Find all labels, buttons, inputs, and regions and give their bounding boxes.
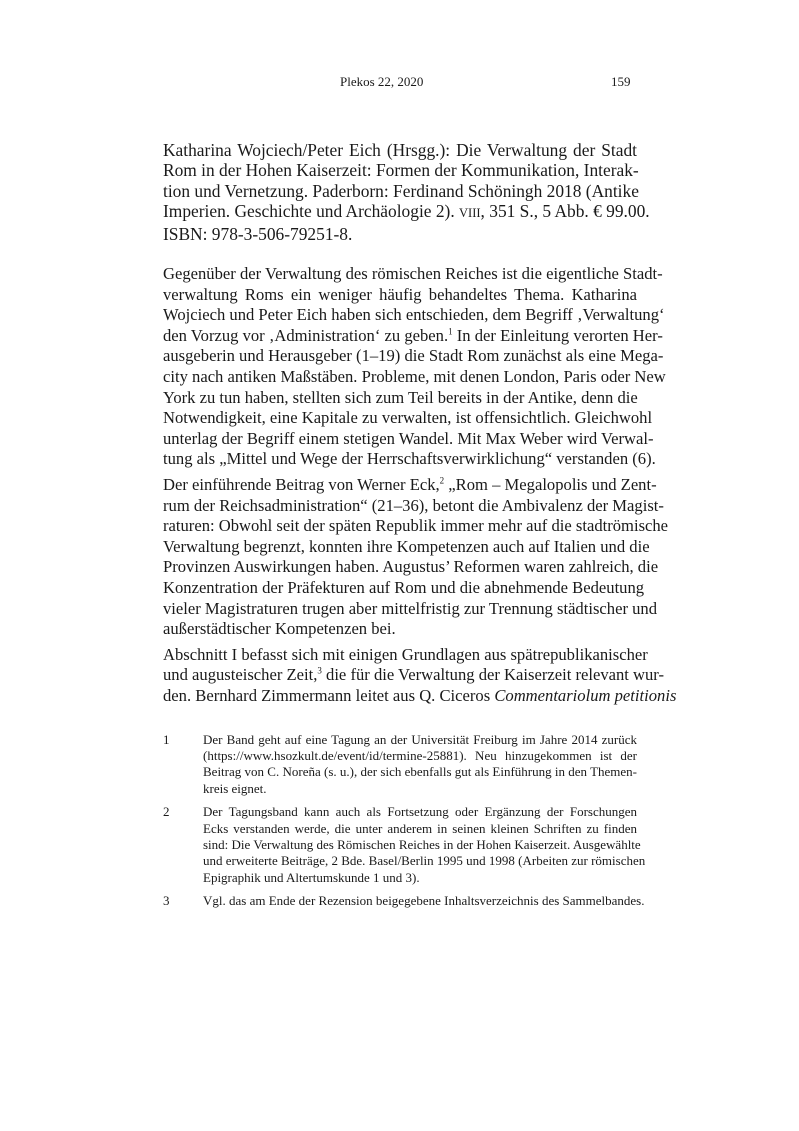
text-segment: Abschnitt I befasst sich mit einigen Grundlagen aus spätrepublikanischer: [163, 644, 648, 664]
text-line: Der Tagungsband kann auch als Fortsetzung oder Ergänzung der Forschungen: [203, 804, 637, 820]
text-segment: unterlag der Begriff einem stetigen Wandel. Mit Max Weber wird Verwal-: [163, 428, 654, 448]
text-line: [163, 619, 637, 640]
text-line: [163, 495, 664, 517]
footnote-text: [203, 732, 637, 798]
text-segment: verwaltung Roms ein weniger häufig behandeltes Thema. Katharina: [163, 284, 637, 304]
text-line: [163, 305, 665, 326]
text-segment: „Rom – Megalopolis und Zent-: [444, 474, 657, 494]
text-segment: Rom in der Hohen Kaiserzeit: Formen der Kommunikation, Interak-: [163, 160, 639, 181]
journal-name: Plekos 22, 2020: [340, 74, 424, 89]
footnote-text: [203, 893, 645, 909]
text-line: [163, 264, 663, 285]
page-content: [163, 140, 677, 917]
text-line: [163, 474, 657, 496]
page-number: 159: [611, 74, 631, 89]
text-line: [163, 516, 669, 537]
text-line: [163, 346, 664, 367]
text-segment: und augusteischer Zeit,: [163, 665, 318, 685]
italic-title: Commentariolum petitionis: [494, 685, 677, 705]
text-line: [163, 644, 648, 666]
text-segment: Provinzen Auswirkungen haben. Augustus’ Reformen waren zahlreich, die: [163, 557, 659, 577]
text-line: (https://www.hsozkult.de/event/id/termine-25881). Neu hinzugekommen ist der: [203, 747, 637, 763]
paragraph: [163, 264, 666, 470]
text-line: [163, 557, 659, 578]
text-line: [163, 224, 637, 244]
text-segment: Verwaltung begrenzt, konnten ihre Kompetenzen auch auf Italien und die: [163, 536, 650, 556]
footnote-ref: 2: [439, 475, 445, 486]
text-segment: raturen: Obwohl seit der späten Republik immer mehr auf die stadtrömische: [163, 516, 669, 536]
text-segment: tung als „Mittel und Wege der Herrschaftsverwirklichung“ verstanden (6).: [163, 449, 656, 469]
text-segment: , 351 S., 5 Abb. € 99.00.: [480, 201, 650, 222]
review-body: [163, 264, 677, 706]
text-segment: York zu tun haben, stellten sich zum Teil bereits in der Antike, denn die: [163, 387, 638, 407]
text-line: [163, 367, 666, 388]
text-segment: vieler Magistraturen trugen aber mittelfristig zur Trennung städtischer und: [163, 598, 658, 618]
text-line: sind: Die Verwaltung des Römischen Reiches in der Hohen Kaiserzeit. Ausgewählte: [203, 836, 641, 852]
text-line: [163, 428, 654, 450]
text-segment: rum der Reichsadministration“ (21–36), betont die Ambivalenz der Magist-: [163, 495, 664, 515]
text-line: [163, 536, 650, 558]
text-line: [163, 665, 665, 686]
text-line: [163, 201, 650, 223]
text-line: Beitrag von C. Noreña (s. u.), der sich ebenfalls gut als Einführung in den Themen-: [203, 764, 637, 780]
text-segment: city nach antiken Maßstäben. Probleme, mit denen London, Paris oder New: [163, 367, 666, 386]
text-line: [163, 181, 637, 201]
text-line: Ecks verstanden werde, die unter anderem in seinen kleinen Schriften zu finden: [203, 820, 637, 836]
text-line: [163, 325, 663, 347]
text-line: [163, 598, 658, 620]
footnote-number: 3: [163, 893, 170, 909]
footnotes: [163, 731, 646, 910]
text-segment: ISBN: 978-3-506-79251-8.: [163, 223, 353, 244]
text-line: [163, 449, 656, 470]
text-line: [163, 388, 637, 409]
text-segment: Wojciech und Peter Eich haben sich entschieden, dem Begriff ‚Verwaltung‘: [163, 305, 665, 325]
text-segment: Konzentration der Präfekturen auf Rom und die abnehmende Bedeutung: [163, 577, 645, 597]
text-line: [163, 285, 637, 306]
text-line: [163, 160, 637, 180]
text-line: [163, 577, 645, 599]
text-segment: tion und Vernetzung. Paderborn: Ferdinand Schöningh 2018 (Antike: [163, 180, 639, 201]
text-segment: die für die Verwaltung der Kaiserzeit relevant wur-: [321, 665, 665, 685]
footnote: [163, 893, 645, 909]
text-line: kreis eignet.: [203, 780, 267, 796]
book-citation-title: [163, 140, 650, 244]
running-header: [0, 74, 799, 90]
text-segment: Imperien. Geschichte und Archäologie 2).: [163, 201, 460, 222]
text-segment: In der Einleitung verorten Her-: [452, 325, 663, 345]
footnote: [163, 732, 637, 798]
text-line: Der Band geht auf eine Tagung an der Universität Freiburg im Jahre 2014 zurück: [203, 731, 637, 747]
text-segment: Der einführende Beitrag von Werner Eck,: [163, 474, 440, 494]
text-segment: den Vorzug vor ‚Administration‘ zu geben.: [163, 325, 449, 345]
text-line: [163, 140, 637, 160]
text-line: [163, 685, 677, 707]
footnote-ref: 3: [317, 665, 322, 676]
text-line: Vgl. das am Ende der Rezension beigegebene Inhaltsverzeichnis des Sammelbandes.: [203, 893, 645, 909]
text-segment: Notwendigkeit, eine Kapitale zu verwalten, ist offensichtlich. Gleichwohl: [163, 408, 653, 428]
text-segment: den. Bernhard Zimmermann leitet aus Q. Ciceros: [163, 685, 495, 705]
text-segment: VIII: [459, 206, 481, 221]
text-segment: außerstädtischer Kompetenzen bei.: [163, 619, 396, 639]
footnote-text: [203, 804, 646, 886]
text-line: Epigraphik und Altertumskunde 1 und 3).: [203, 869, 420, 885]
paragraph: [163, 644, 677, 707]
text-segment: Gegenüber der Verwaltung des römischen Reiches ist die eigentliche Stadt-: [163, 264, 663, 284]
text-segment: Katharina Wojciech/Peter Eich (Hrsgg.): Die Verwaltung der Stadt: [163, 140, 637, 160]
footnote-number: 1: [163, 731, 170, 747]
footnote-number: 2: [163, 804, 170, 820]
text-line: und erweiterte Beiträge, 2 Bde. Basel/Berlin 1995 und 1998 (Arbeiten zur römischen: [203, 853, 646, 869]
footnote-ref: 1: [448, 326, 453, 337]
text-line: [163, 408, 653, 429]
footnote: [163, 804, 646, 886]
text-segment: ausgeberin und Herausgeber (1–19) die Stadt Rom zunächst als eine Mega-: [163, 346, 664, 366]
paragraph: [163, 474, 669, 640]
